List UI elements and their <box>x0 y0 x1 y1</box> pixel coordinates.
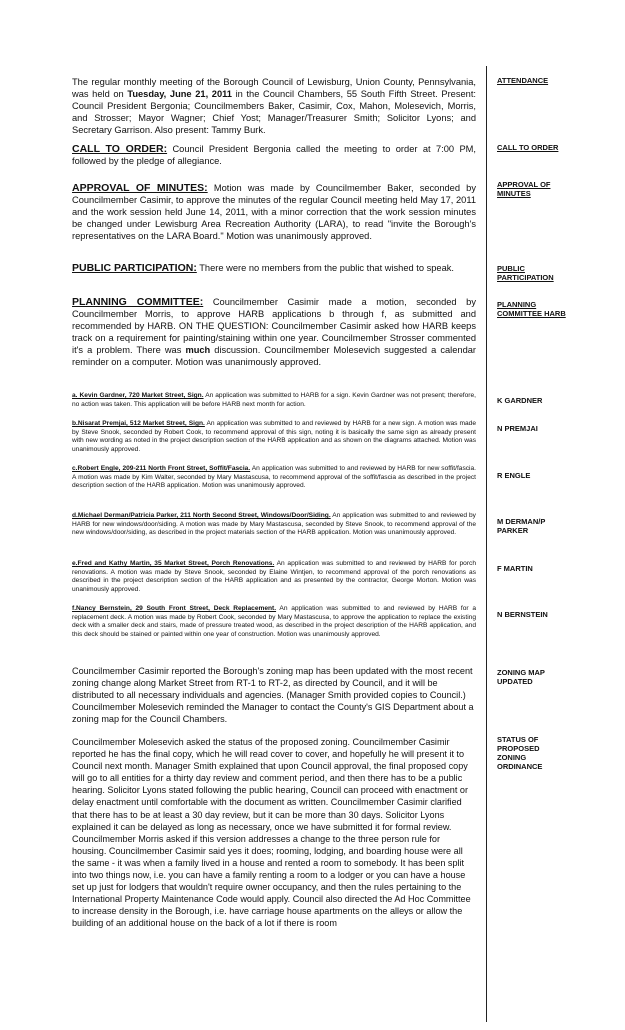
meeting-date: Tuesday, June 21, 2011 <box>127 89 232 99</box>
approval-section <box>72 182 476 242</box>
harb-item-d-text <box>72 512 476 538</box>
planning-heading: PLANNING COMMITTEE: <box>72 296 204 308</box>
harb-item-a <box>72 392 476 409</box>
zoning-map-section <box>72 665 476 725</box>
margin-bernstein: N BERNSTEIN <box>497 610 548 619</box>
approval-paragraph <box>72 182 476 242</box>
harb-item-b <box>72 420 476 454</box>
public-paragraph <box>72 262 476 274</box>
intro-text-1: The regular monthly meeting of the Borough Council of Lewisburg, Union County, Pennsylvania, was held on <box>72 77 476 99</box>
call-to-order-heading: CALL TO ORDER: <box>72 143 168 155</box>
public-heading: PUBLIC PARTICIPATION: <box>72 262 197 274</box>
margin-public: PUBLIC PARTICIPATION <box>497 264 554 282</box>
margin-premjai: N PREMJAI <box>497 424 538 433</box>
public-section <box>72 262 476 274</box>
intro-section <box>72 76 476 136</box>
harb-item-e-body: An application was submitted to and reviewed by HARB for porch renovations. A motion was made by Steve Snook, seconded by Elaine Wintjen, to recommend approval of the porch renovations as described in the project description section of the HARB application and as presented by the contractor, George Morton. Motion was unanimously approved. <box>72 560 476 593</box>
harb-item-c-text <box>72 465 476 491</box>
margin-attendance: ATTENDANCE <box>497 76 549 85</box>
planning-paragraph <box>72 296 476 368</box>
harb-item-c-title: c.Robert Engle, 209-211 North Front Street, Soffit/Fascia. <box>72 465 251 472</box>
harb-item-c-body: An application was submitted to and reviewed by HARB for new soffit/fascia. A motion was made by Kim Walter, seconded by Mary Mastascusa, to recommend approval of the soffit/fascia as described in the project description section of the HARB application. Motion was unanimously approved. <box>72 465 476 490</box>
harb-item-a-body: An application was submitted to HARB for a sign. Kevin Gardner was not present; therefore, no action was taken. This application will be before HARB next month for action. <box>72 392 476 408</box>
public-text: There were no members from the public that wished to speak. <box>196 263 454 273</box>
margin-call-to-order: CALL TO ORDER <box>497 143 559 152</box>
margin-zoning-map: ZONING MAP UPDATED <box>497 668 545 686</box>
harb-item-b-text <box>72 420 476 454</box>
approval-text: Motion was made by Councilmember Baker, seconded by Councilmember Casimir, to approve the minutes of the regular Council meeting held May 17, 2011 and the work session held June 14, 2011, with a minor correction that the work session minutes be changed under Lewisburg Area Recreation Authority (LARA), to read "invite the Borough's representatives on the LARA Board." Motion was unanimously approved. <box>72 183 476 241</box>
zoning-map-paragraph: Councilmember Casimir reported the Borough's zoning map has been updated with the most recent zoning change along Market Street from RT-1 to RT-2, as directed by Council, and it will be distributed to all necessary individuals and agencies. (Manager Smith provided copies to Council.) Councilmember Molesevich reminded the Manager to contact the County's GIS Department about a zoning map for the Council Chambers. <box>72 666 474 725</box>
margin-engle: R ENGLE <box>497 471 531 480</box>
zoning-ordinance-section <box>72 736 476 930</box>
intro-text-2: in the Council Chambers, 55 South Fifth Street. Present: Council President Bergonia; Councilmembers Baker, Casimir, Cox, Mahon, Molesevich, Morris, and Strosser; Mayor Wagner; Chief Yost; Manager/Treasurer Smith; Solicitor Lyons; and Secretary Garrison. Also present: Tammy Burk. <box>72 89 476 135</box>
planning-text-1: Councilmember Casimir made a motion, seconded by Councilmember Morris, to approve HARB applications b through f, as submitted and recommended by HARB. ON THE QUESTION: Councilmember Casimir asked how HARB keeps track on a requirement for painting/staining within one year. Councilmember Strosser commented it's a problem. There was <box>72 297 476 355</box>
planning-text-2: discussion. Councilmember Molesevich suggested a calendar reminder on a computer. Motion was unanimously approved. <box>72 345 477 367</box>
harb-item-c <box>72 465 476 491</box>
harb-item-f-title: f.Nancy Bernstein, 29 South Front Street, Deck Replacement. <box>72 605 277 612</box>
harb-item-e-title: e.Fred and Kathy Martin, 35 Market Street, Porch Renovations. <box>72 560 275 567</box>
call-to-order-section <box>72 143 476 167</box>
intro-paragraph <box>72 76 476 136</box>
harb-item-b-body: An application was submitted to and reviewed by HARB for a new sign. A motion was made by Steve Snook, seconded by Robert Cook, to recommend approval of this sign, noting it is basically the same sign as already present with new wording as noted in the project description section of the HARB application and as shown on the diagrams attached. Motion was unanimously approved. <box>72 420 476 453</box>
harb-item-d-body: An application was submitted to and reviewed by HARB for new windows/door/siding. A motion was made by Mary Mastascusa, seconded by Steve Snook, to recommend approval of the new windows/door/siding, as described in the project materials section of the HARB application. Motion was unanimously approved. <box>72 512 476 537</box>
margin-gardner: K GARDNER <box>497 396 543 405</box>
harb-item-b-title: b.Nisarat Premjai, 512 Market Street, Sign. <box>72 420 205 427</box>
call-to-order-paragraph <box>72 143 476 167</box>
harb-item-e-text <box>72 560 476 594</box>
harb-item-f-text <box>72 605 476 639</box>
harb-item-d <box>72 512 476 538</box>
planning-much: much <box>185 345 211 355</box>
zoning-ordinance-paragraph: Councilmember Molesevich asked the status of the proposed zoning. Councilmember Casimir reported he has the final copy, which he will read cover to cover, and hopefully he will present it to Council next month. Manager Smith explained that upon Council approval, the final proposed copy will go to all entities for a thirty day review and comment period, and then there has to be a public hearing. Solicitor Lyons stated following the public hearing, Council can proceed with enactment or delay enactment until comfortable with the document as written. Councilmember Casimir clarified that there has to be at least a 30 day review, but it can be more than 30 days. Solicitor Lyons explained it can be delayed as long as necessary, once we have submitted it for formal review. Councilmember Morris asked if this version addresses a change to the three person rule for housing. Councilmember Casimir said yes it does; rooming, lodging, and boarding house were all the same - it was when a family lived in a house and rented a room to somebody. It has been split into two things now, i.e. you can have a family renting a room to a lodger or you can have a house set up just for lodgers that wouldn't require owner occupancy, and then the rules pertaining to the International Property Maintenance Code would apply. Council also directed the Ad Hoc Committee to increase density in the Borough, i.e. have carriage house apartments on the alleys or allow the building of an additional house on the back of a lot if there is room <box>72 737 471 929</box>
harb-item-f-body: An application was submitted to and reviewed by HARB for a replacement deck. A motion was made by Robert Cook, seconded by Mary Mastascusa, to approve the application to replace the existing deck with a smaller deck and stairs, made of pressure treated wood, as described in the project description of the HARB application, and this deck should be stained or painted within one year of construction. Motion was unanimously approved. <box>72 605 476 638</box>
margin-divider <box>486 66 487 1022</box>
margin-approval: APPROVAL OF MINUTES <box>497 180 551 198</box>
harb-item-d-title: d.Michael Derman/Patricia Parker, 211 North Second Street, Windows/Door/Siding. <box>72 512 331 519</box>
planning-section <box>72 296 476 368</box>
margin-planning: PLANNING COMMITTEE HARB <box>497 300 566 318</box>
margin-zoning-ordinance: STATUS OF PROPOSED ZONING ORDINANCE <box>497 735 543 771</box>
harb-item-f <box>72 605 476 639</box>
margin-martin: F MARTIN <box>497 564 533 573</box>
call-to-order-text: Council President Bergonia called the meeting to order at 7:00 PM, followed by the pledge of allegiance. <box>72 144 477 166</box>
harb-item-e <box>72 560 476 594</box>
margin-derman: M DERMAN/P PARKER <box>497 517 546 535</box>
harb-item-a-text <box>72 392 476 409</box>
harb-item-a-title: a. Kevin Gardner, 720 Market Street, Sign. <box>72 392 204 399</box>
approval-heading: APPROVAL OF MINUTES: <box>72 182 208 194</box>
